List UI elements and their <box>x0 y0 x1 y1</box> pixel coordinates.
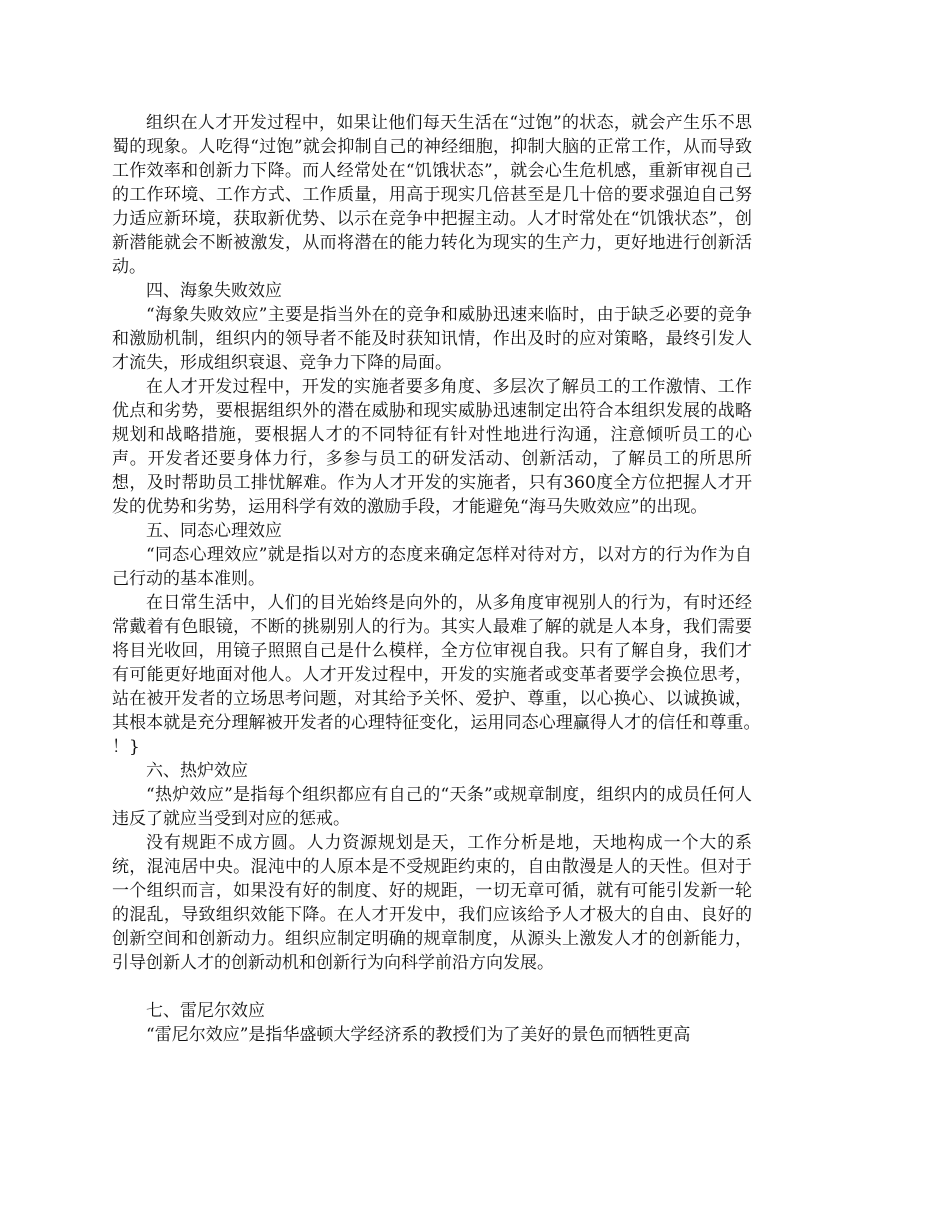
heading-hot-stove-effect: 六、热炉效应 <box>146 761 248 781</box>
paragraph-hot-stove-application: 没有规距不成方圆。人力资源规划是天，工作分析是地，天地构成一个大的系统，混沌居中央。混沌中的人原本是不受规距约束的，自由散漫是人的天性。但对于一个组织而言，如果没有好的制度、好的规距，一切无章可循，就有可能引发新一轮的混乱，导致组织效能下降。在人才开发中，我们应该给予人才极大的自由、良好的创新空间和创新动力。组织应制定明确的规章制度，从源头上激发人才的创新能力，引导创新人才的创新动机和创新行为向科学前沿方向发展。 <box>112 833 752 973</box>
heading-homomorphic-psychology-effect: 五、同态心理效应 <box>146 521 282 541</box>
paragraph-walrus-definition: “海象失败效应”主要是指当外在的竞争和威胁迅速来临时，由于缺乏必要的竞争和激励机制，组织内的领导者不能及时获知讯情，作出及时的应对策略，最终引发人才流失，形成组织衰退、竞争力下降的局面。 <box>112 305 752 373</box>
heading-rainier-effect: 七、雷尼尔效应 <box>146 1001 265 1021</box>
paragraph-homomorphic-definition: “同态心理效应”就是指以对方的态度来确定怎样对待对方，以对方的行为作为自己行动的基本准则。 <box>112 545 752 589</box>
paragraph-rainier-definition: “雷尼尔效应”是指华盛顿大学经济系的教授们为了美好的景色而牺牲更高 <box>146 1025 691 1045</box>
paragraph-walrus-application: 在人才开发过程中，开发的实施者要多角度、多层次了解员工的工作激情、工作优点和劣势，要根据组织外的潜在威胁和现实威胁迅速制定出符合本组织发展的战略规划和战略措施，要根据人才的不同特征有针对性地进行沟通，注意倾听员工的心声。开发者还要身体力行，多参与员工的研发活动、创新活动，了解员工的所思所想，及时帮助员工排忧解难。作为人才开发的实施者，只有360度全方位把握人才开发的优势和劣势，运用科学有效的激励手段，才能避免“海马失败效应”的出现。 <box>112 377 752 517</box>
paragraph-hot-stove-definition: “热炉效应”是指每个组织都应有自己的“天条”或规章制度，组织内的成员任何人违反了就应当受到对应的惩戒。 <box>112 785 752 829</box>
document-body <box>112 111 775 1047</box>
paragraph-homomorphic-application: 在日常生活中，人们的目光始终是向外的，从多角度审视别人的行为，有时还经常戴着有色眼镜，不断的挑剔别人的行为。其实人最难了解的就是人本身，我们需要将目光收回，用镜子照照自己是什么模样，全方位审视自我。只有了解自身，我们才有可能更好地面对他人。人才开发过程中，开发的实施者或变革者要学会换位思考，站在被开发者的立场思考问题，对其给予关怀、爱护、尊重，以心换心、以诚换诚，其根本就是充分理解被开发者的心理特征变化，运用同态心理赢得人才的信任和尊重。 ！} <box>112 593 775 757</box>
paragraph-hunger-effect: 组织在人才开发过程中，如果让他们每天生活在“过饱”的状态，就会产生乐不思蜀的现象。人吃得“过饱”就会抑制自己的神经细胞，抑制大脑的正常工作，从而导致工作效率和创新力下降。而人经常处在“饥饿状态”，就会心生危机感，重新审视自己的工作环境、工作方式、工作质量，用高于现实几倍甚至是几十倍的要求强迫自己努力适应新环境，获取新优势、以示在竞争中把握主动。人才时常处在“饥饿状态”，创新潜能就会不断被激发，从而将潜在的能力转化为现实的生产力，更好地进行创新活动。 <box>112 113 752 277</box>
heading-walrus-failure-effect: 四、海象失败效应 <box>146 281 282 301</box>
